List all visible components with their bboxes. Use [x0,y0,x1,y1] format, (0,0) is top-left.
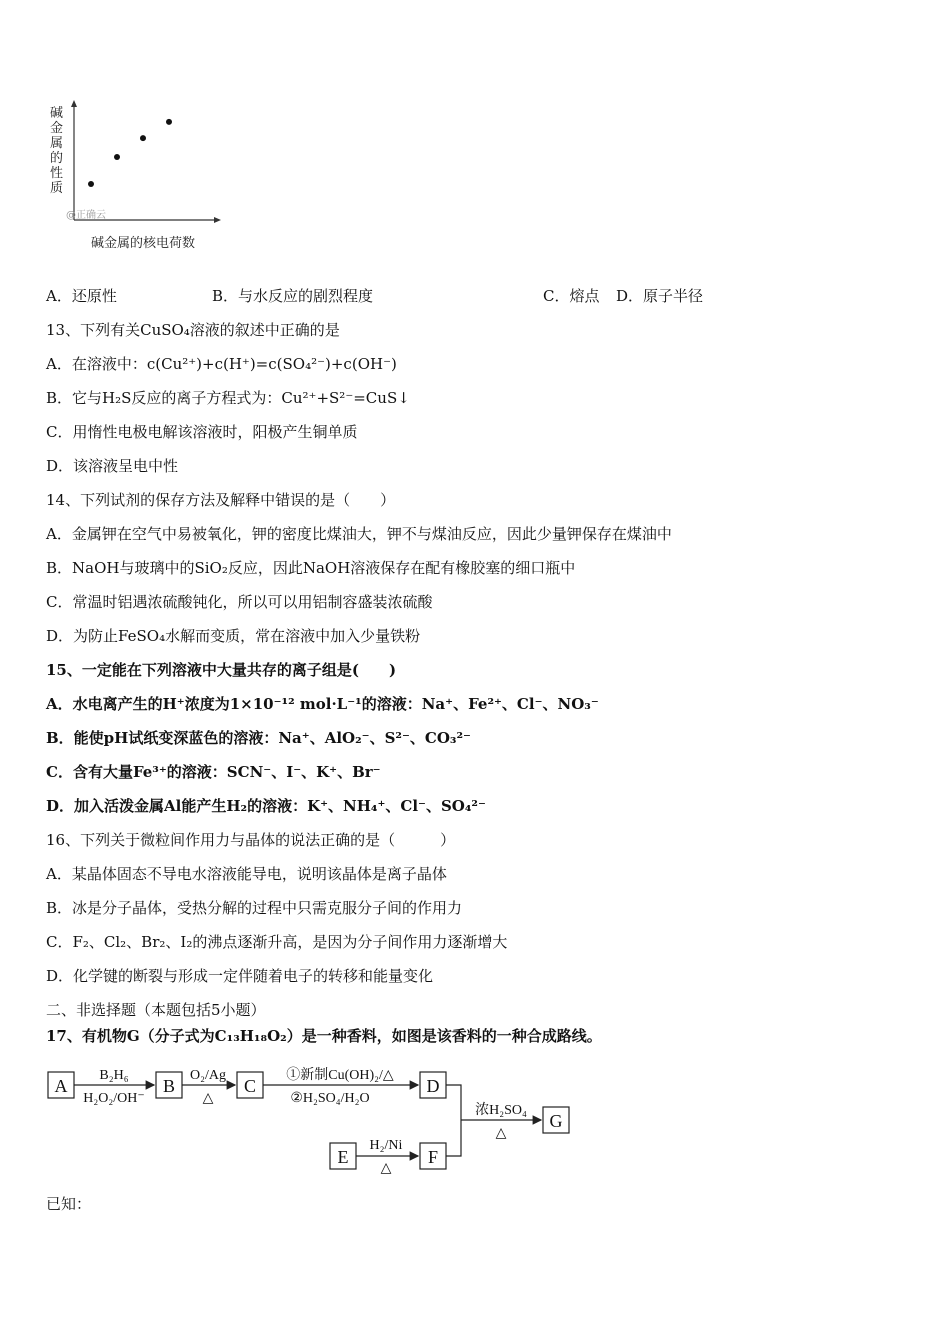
node-a: A [54,1076,68,1096]
q12-option-c: C．熔点 [543,287,600,305]
ab-reagent-bottom: H₂O₂/OH⁻ [83,1091,145,1106]
node-b: B [162,1076,176,1096]
cd-reagent-bottom: ②H₂SO₄/H₂O [290,1091,370,1106]
chart-x-label: 碱金属的核电荷数 [91,236,196,251]
q15-option-c: C．含有大量Fe³⁺的溶液：SCN⁻、I⁻、K⁺、Br⁻ [46,763,381,781]
bracket-d-f [446,1085,461,1156]
q14-option-a: A．金属钾在空气中易被氧化，钾的密度比煤油大，钾不与煤油反应，因此少量钾保存在煤油中 [46,525,672,543]
q13-option-a: A．在溶液中：c(Cu²⁺)+c(H⁺)=c(SO₄²⁻)+c(OH⁻) [46,355,397,373]
q15-option-a: A．水电离产生的H⁺浓度为1×10⁻¹² mol·L⁻¹的溶液：Na⁺、Fe²⁺、Cl⁻、NO₃⁻ [46,695,599,713]
q13-option-d: D．该溶液呈电中性 [46,457,179,475]
ef-reagent-top: H₂/Ni [369,1138,403,1153]
chart-point-1 [88,181,94,187]
chart-point-4 [166,119,172,125]
q16-option-c: C．F₂、Cl₂、Br₂、I₂的沸点逐渐升高，是因为分子间作用力逐渐增大 [46,933,508,951]
node-c: C [243,1076,257,1096]
q14-stem: 14、下列试剂的保存方法及解释中错误的是（ ） [46,491,396,509]
g-reagent-top: 浓H₂SO₄ [475,1103,527,1118]
chart-watermark: @正确云 [66,210,106,221]
q15-option-b: B．能使pH试纸变深蓝色的溶液：Na⁺、AlO₂⁻、S²⁻、CO₃²⁻ [46,729,471,747]
q13-stem: 13、下列有关CuSO₄溶液的叙述中正确的是 [46,321,340,339]
node-g: G [549,1111,563,1131]
cd-reagent-top: ①新制Cu(OH)₂/△ [286,1068,394,1083]
q16-option-d: D．化学键的断裂与形成一定伴随着电子的转移和能量变化 [46,967,434,985]
q16-stem: 16、下列关于微粒间作用力与晶体的说法正确的是（ ） [46,831,456,849]
q14-option-d: D．为防止FeSO₄水解而变质，常在溶液中加入少量铁粉 [46,627,421,645]
q15-stem: 15、一定能在下列溶液中大量共存的离子组是( ) [46,661,397,679]
synthesis-route-diagram [46,1060,586,1175]
chart-point-2 [114,154,120,160]
q12-option-b: B．与水反应的剧烈程度 [212,287,374,305]
bc-reagent-top: O₂/Ag [190,1068,226,1083]
x-axis-arrow [214,217,221,223]
chart-y-label: 碱金属的性质 [50,106,64,196]
q13-option-c: C．用惰性电极电解该溶液时，阳极产生铜单质 [46,423,358,441]
q15-option-d: D．加入活泼金属Al能产生H₂的溶液：K⁺、NH₄⁺、Cl⁻、SO₄²⁻ [46,797,486,815]
node-e: E [337,1147,349,1167]
q17-stem: 17、有机物G（分子式为C₁₃H₁₈O₂）是一种香料，如图是该香料的一种合成路线。 [46,1027,602,1045]
section-heading: 二、非选择题（本题包括5小题） [46,1001,266,1019]
g-reagent-bottom: △ [495,1126,507,1141]
chart-point-3 [140,135,146,141]
q16-option-b: B．冰是分子晶体，受热分解的过程中只需克服分子间的作用力 [46,899,463,917]
ab-reagent-top: B₂H₆ [99,1068,129,1083]
alkali-metal-chart [46,100,226,260]
q13-option-b: B．它与H₂S反应的离子方程式为：Cu²⁺+S²⁻=CuS↓ [46,389,410,407]
q14-option-b: B．NaOH与玻璃中的SiO₂反应，因此NaOH溶液保存在配有橡胶塞的细口瓶中 [46,559,576,577]
q14-option-c: C．常温时铝遇浓硫酸钝化，所以可以用铝制容盛装浓硫酸 [46,593,433,611]
q16-option-a: A．某晶体固态不导电水溶液能导电，说明该晶体是离子晶体 [46,865,447,883]
node-f: F [427,1147,439,1167]
bc-reagent-bottom: △ [202,1091,214,1106]
q12-option-a: A．还原性 [46,287,117,305]
node-d: D [426,1076,440,1096]
known-label: 已知： [46,1195,92,1213]
y-axis-arrow [71,100,77,107]
q12-option-d: D．原子半径 [616,287,704,305]
ef-reagent-bottom: △ [380,1161,392,1175]
